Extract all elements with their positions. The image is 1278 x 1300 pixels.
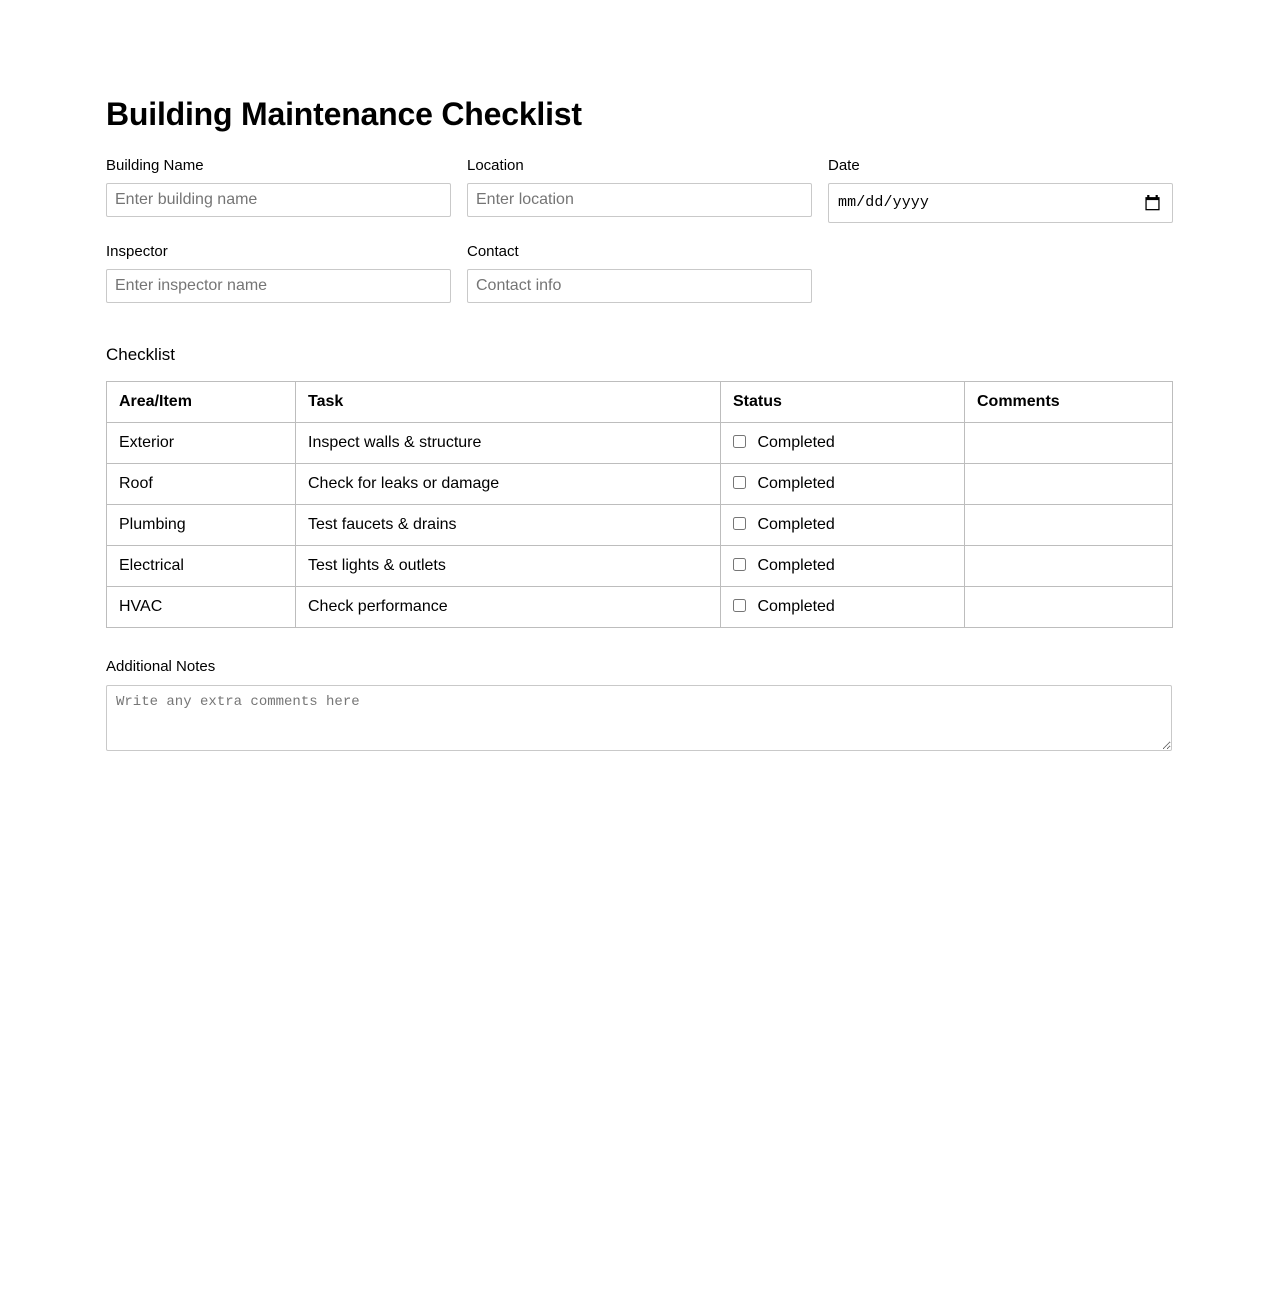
row-task: Check for leaks or damage: [296, 463, 721, 504]
completed-checkbox[interactable]: [733, 435, 746, 448]
row-task: Inspect walls & structure: [296, 422, 721, 463]
row-status: [721, 586, 965, 627]
row-status: [721, 545, 965, 586]
checklist-table-head: [107, 381, 1173, 422]
completed-checkbox[interactable]: [733, 599, 746, 612]
completed-label: Completed: [757, 597, 835, 615]
column-header-area: Area/Item: [107, 381, 296, 422]
contact-input[interactable]: [467, 269, 812, 303]
row-area: Exterior: [107, 422, 296, 463]
table-row: [107, 504, 1173, 545]
date-placeholder-text: mm/dd/yyyy: [838, 194, 930, 212]
form-fields-grid: [106, 157, 1172, 323]
checklist-table-body: [107, 422, 1173, 627]
completed-label: Completed: [757, 515, 835, 533]
completed-label: Completed: [757, 433, 835, 451]
row-task: Check performance: [296, 586, 721, 627]
row-comments[interactable]: [965, 504, 1173, 545]
field-contact: [467, 243, 812, 303]
field-date: [828, 157, 1173, 223]
completed-checkbox[interactable]: [733, 476, 746, 489]
table-header-row: [107, 381, 1173, 422]
field-label-date: Date: [828, 156, 860, 174]
inspector-input[interactable]: [106, 269, 451, 303]
building-name-input[interactable]: [106, 183, 451, 217]
date-input[interactable]: [828, 183, 1173, 223]
row-area: Electrical: [107, 545, 296, 586]
column-header-comments: Comments: [965, 381, 1173, 422]
additional-notes-label: Additional Notes: [106, 657, 216, 675]
row-task: Test lights & outlets: [296, 545, 721, 586]
row-comments[interactable]: [965, 545, 1173, 586]
completed-checkbox[interactable]: [733, 558, 746, 571]
table-row: [107, 586, 1173, 627]
checklist-section-label: Checklist: [106, 344, 175, 364]
page-title: Building Maintenance Checklist: [106, 96, 582, 132]
additional-notes-block: [106, 658, 1172, 751]
field-label-location: Location: [467, 156, 524, 174]
table-row: [107, 422, 1173, 463]
row-area: Plumbing: [107, 504, 296, 545]
column-header-status: Status: [721, 381, 965, 422]
completed-label: Completed: [757, 474, 835, 492]
row-comments[interactable]: [965, 422, 1173, 463]
field-building-name: [106, 157, 451, 223]
column-header-task: Task: [296, 381, 721, 422]
date-input-wrapper: [828, 183, 1173, 223]
row-task: Test faucets & drains: [296, 504, 721, 545]
field-label-contact: Contact: [467, 242, 519, 260]
checklist-table: [106, 381, 1173, 628]
row-comments[interactable]: [965, 586, 1173, 627]
completed-label: Completed: [757, 556, 835, 574]
table-row: [107, 545, 1173, 586]
field-location: [467, 157, 812, 223]
row-status: [721, 504, 965, 545]
field-label-building-name: Building Name: [106, 156, 204, 174]
row-status: [721, 463, 965, 504]
completed-checkbox[interactable]: [733, 517, 746, 530]
location-input[interactable]: [467, 183, 812, 217]
field-label-inspector: Inspector: [106, 242, 168, 260]
row-area: HVAC: [107, 586, 296, 627]
table-row: [107, 463, 1173, 504]
additional-notes-textarea[interactable]: [106, 685, 1172, 751]
row-status: [721, 422, 965, 463]
row-comments[interactable]: [965, 463, 1173, 504]
form-grid-spacer: [828, 243, 1173, 323]
row-area: Roof: [107, 463, 296, 504]
calendar-icon[interactable]: [1144, 194, 1161, 211]
field-inspector: [106, 243, 451, 303]
